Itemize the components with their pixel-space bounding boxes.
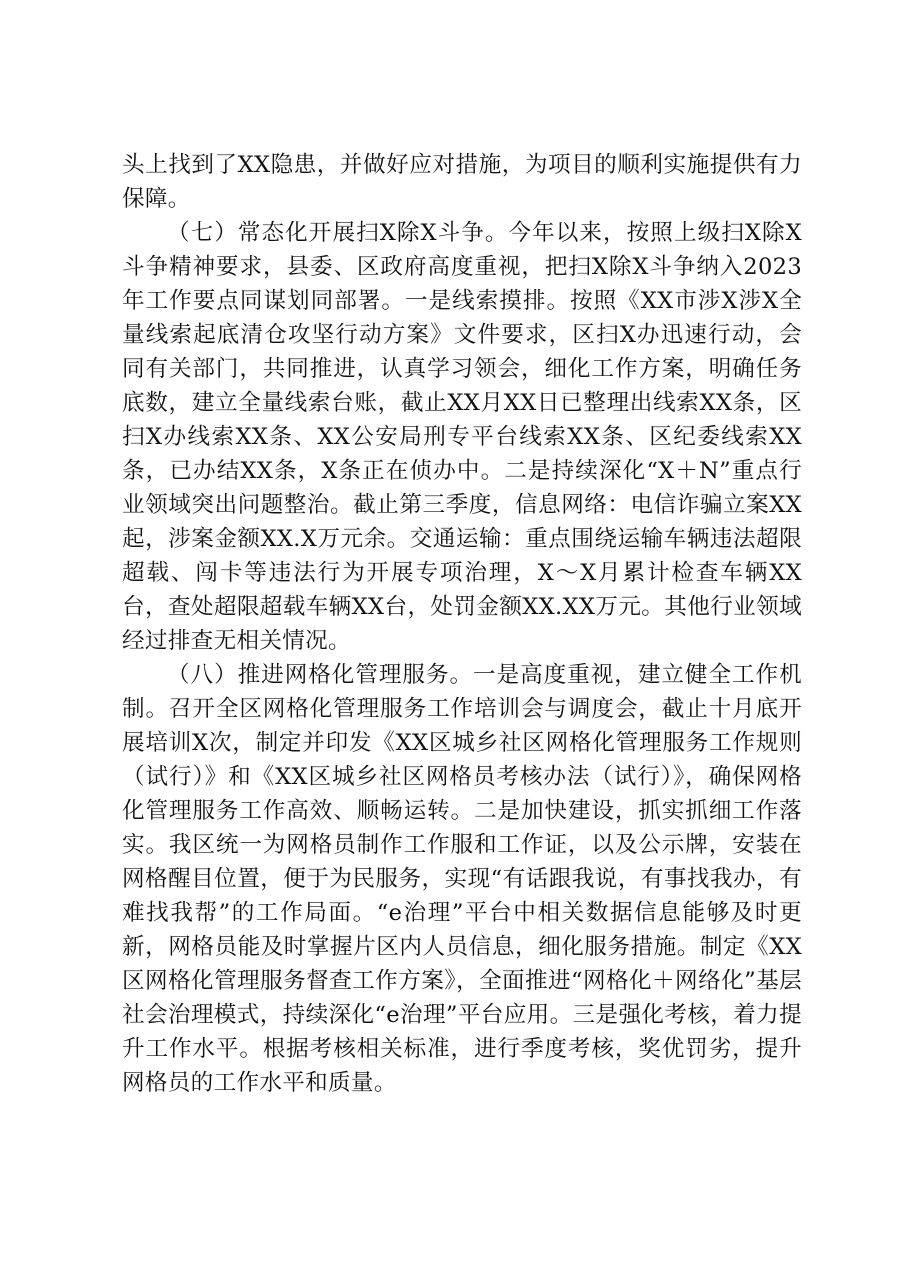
paragraph-section-8: （八）推进网格化管理服务。一是高度重视，建立健全工作机制。召开全区网格化管理服务工作培训会与调度会，截止十月底开展培训X次，制定并印发《XX区城乡社区网格化管理服务工作规则（试行）》和《XX区城乡社区网格员考核办法（试行）》，确保网格化管理服务工作高效、顺畅运转。二是加快建设，抓实抓细工作落实。我区统一为网格员制作工作服和工作证，以及公示牌，安装在网格醒目位置，便于为民服务，实现“有话跟我说，有事找我办，有难找我帮”的工作局面。“e治理”平台中相关数据信息能够及时更新，网格员能及时掌握片区内人员信息，细化服务措施。制定《XX区网格化管理服务督查工作方案》，全面推进“网格化＋网络化”基层社会治理模式，持续深化“e治理”平台应用。三是强化考核，着力提升工作水平。根据考核相关标准，进行季度考核，奖优罚劣，提升网格员的工作水平和质量。 xyxy=(122,662,802,1096)
paragraph-continuation: 头上找到了XX隐患，并做好应对措施，为项目的顺利实施提供有力保障。 xyxy=(122,152,802,212)
paragraph-section-7: （七）常态化开展扫X除X斗争。今年以来，按照上级扫X除X斗争精神要求，县委、区政府高度重视，把扫X除X斗争纳入2023年工作要点同谋划同部署。一是线索摸排。按照《XX市涉X涉X全量线索起底清仓攻坚行动方案》文件要求，区扫X办迅速行动，会同有关部门，共同推进，认真学习领会，细化工作方案，明确任务底数，建立全量线索台账，截止XX月XX日已整理出线索XX条，区扫X办线索XX条、XX公安局刑专平台线索XX条、区纪委线索XX条，已办结XX条，X条正在侦办中。二是持续深化“X＋N”重点行业领域突出问题整治。截止第三季度，信息网络：电信诈骗立案XX起，涉案金额XX.X万元余。交通运输：重点围绕运输车辆违法超限超载、闯卡等违法行为开展专项治理，X～X月累计检查车辆XX台，查处超限超载车辆XX台，处罚金额XX.XX万元。其他行业领域经过排查无相关情况。 xyxy=(122,220,802,654)
document-body xyxy=(122,148,802,1100)
